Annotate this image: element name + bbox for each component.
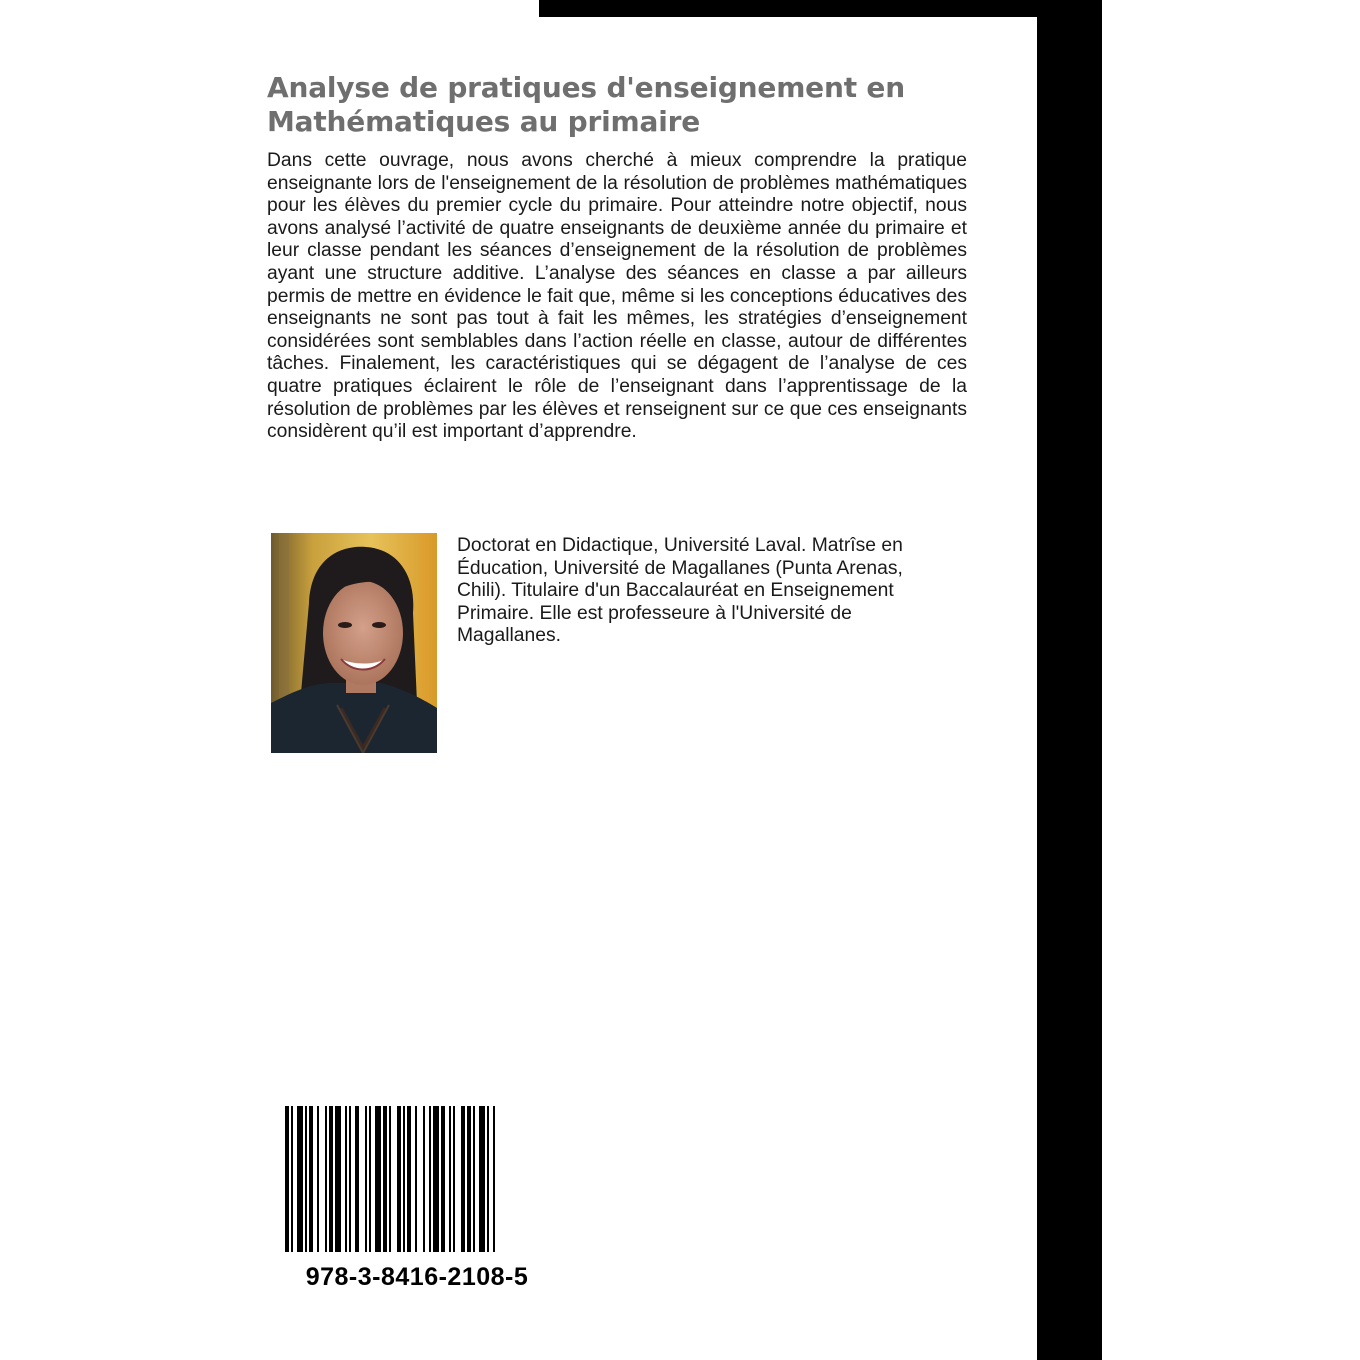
isbn-barcode-icon <box>283 1106 551 1252</box>
spine-black-bar <box>1037 0 1102 1360</box>
author-photo <box>271 533 437 753</box>
author-portrait-icon <box>271 533 437 753</box>
book-blurb: Dans cette ouvrage, nous avons cherché à mieux comprendre la pratique enseignante lors de l'enseignement de la résolution de problèmes mathématiques pour les élèves du premier cycle du primaire. Pour atteindre notre objectif, nous avons analysé l’activité de quatre enseignants de deuxième année du primaire et leur classe pendant les séances d’enseignement de la résolution de problèmes ayant une structure additive. L’analyse des séances en classe a par ailleurs permis de mettre en évidence le fait que, même si les conceptions éducatives des enseignants ne sont pas tout à fait les mêmes, les stratégies d’enseignement considérées sont semblables dans l’action réelle en classe, autour de différentes tâches. Finalement, les caractéristiques qui se dégagent de l’analyse de ces quatre pratiques éclairent le rôle de l’enseignant dans l’apprentissage de la résolution de problèmes par les élèves et renseignent sur ce que ces enseignants considèrent qu’il est important d’apprendre. <box>267 150 967 443</box>
top-black-bar <box>539 0 1102 17</box>
book-title: Analyse de pratiques d'enseignement en Mathématiques au primaire <box>267 71 905 138</box>
author-bio: Doctorat en Didactique, Université Laval. Matrîse en Éducation, Université de Magallanes (Punta Arenas, Chili). Titulaire d'un Baccalauréat en Enseignement Primaire. Elle est professeure à l'Université de Magallanes. <box>457 535 903 647</box>
isbn-number: 978-3-8416-2108-5 <box>305 1263 529 1291</box>
